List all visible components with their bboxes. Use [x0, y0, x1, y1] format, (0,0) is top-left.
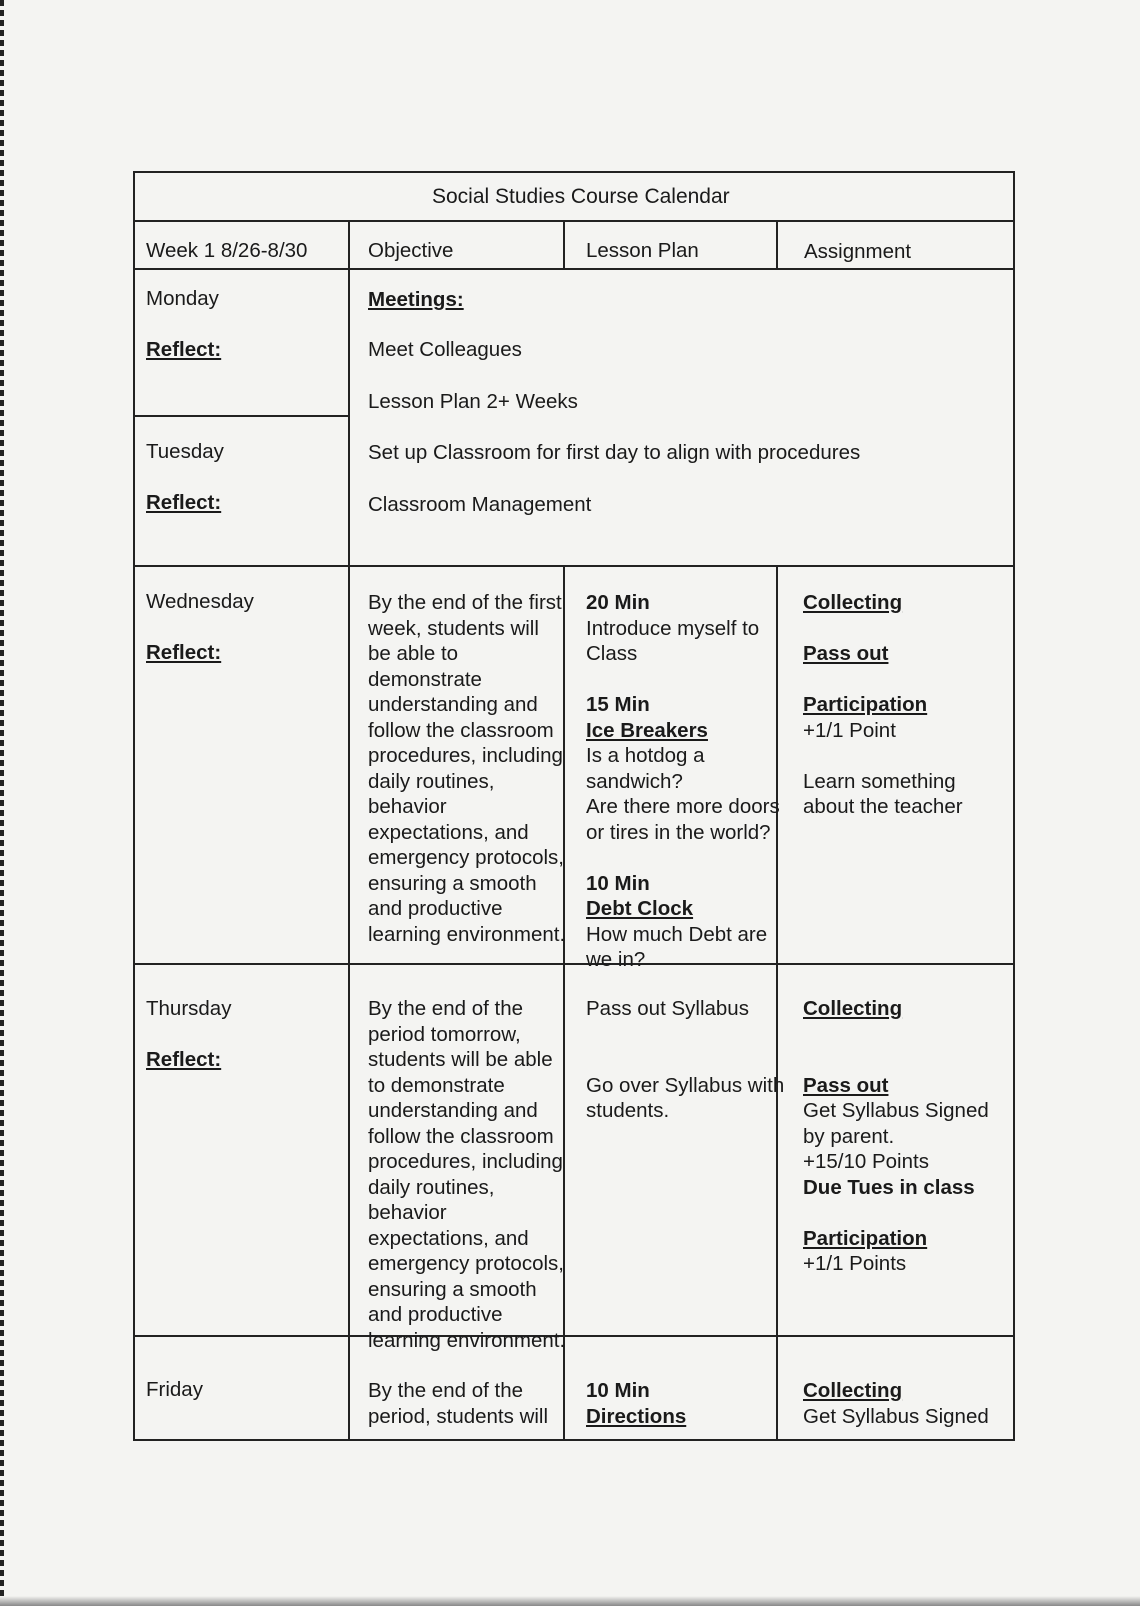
objective-line: By the end of the first	[368, 591, 562, 614]
lesson-line: Pass out Syllabus	[586, 997, 749, 1020]
lesson-line: Class	[586, 642, 638, 665]
pass-out-heading: Pass out	[803, 1073, 889, 1097]
header-lesson-plan: Lesson Plan	[586, 239, 699, 262]
debt-clock-heading: Debt Clock	[586, 897, 694, 920]
objective-line: procedures, including	[368, 744, 563, 767]
objective-line: By the end of the	[368, 997, 524, 1020]
column-divider	[776, 565, 778, 1441]
column-divider	[348, 220, 350, 1441]
objective-line: learning environment.	[368, 922, 566, 946]
calendar-title: Social Studies Course Calendar	[432, 185, 730, 208]
assignment-line: Get Syllabus Signed	[803, 1099, 989, 1122]
row-divider	[133, 268, 1015, 270]
column-divider	[776, 220, 778, 270]
lesson-line: students.	[586, 1099, 670, 1122]
lesson-line: or tires in the world?	[586, 820, 771, 844]
objective-line: ensuring a smooth	[368, 871, 537, 895]
objective-line: expectations, and	[368, 1226, 529, 1250]
collecting-heading: Collecting	[803, 997, 903, 1020]
time-label: 20 Min	[586, 591, 650, 614]
lesson-line: Are there more doors	[586, 795, 780, 818]
assignment-line: +15/10 Points	[803, 1150, 929, 1173]
row-divider	[133, 415, 350, 417]
lesson-line: we in?	[586, 948, 646, 971]
participation-heading: Participation	[803, 693, 928, 716]
day-wednesday: Wednesday	[146, 590, 254, 613]
objective-line: to demonstrate	[368, 1073, 505, 1097]
objective-line: procedures, including	[368, 1150, 563, 1173]
monday-item: Set up Classroom for first day to align with procedures	[368, 441, 861, 464]
lesson-line: Go over Syllabus with	[586, 1073, 785, 1097]
row-divider	[133, 220, 1015, 222]
lesson-line: Is a hotdog a	[586, 744, 705, 767]
row-divider	[133, 1335, 1015, 1337]
monday-item: Classroom Management	[368, 493, 592, 516]
time-label: 10 Min	[586, 871, 650, 895]
day-thursday: Thursday	[146, 997, 232, 1020]
monday-item: Meet Colleagues	[368, 338, 522, 361]
meetings-heading: Meetings:	[368, 288, 464, 311]
objective-line: students will be able	[368, 1048, 553, 1071]
time-label: 10 Min	[586, 1379, 650, 1402]
column-divider	[563, 565, 565, 1441]
objective-line: By the end of the	[368, 1379, 524, 1402]
assignment-line: Get Syllabus Signed	[803, 1404, 989, 1428]
directions-heading: Directions	[586, 1404, 687, 1428]
objective-line: emergency protocols,	[368, 1252, 564, 1275]
header-objective: Objective	[368, 239, 454, 262]
reflect-link[interactable]: Reflect:	[146, 491, 222, 514]
assignment-line: by parent.	[803, 1124, 895, 1148]
monday-item: Lesson Plan 2+ Weeks	[368, 390, 578, 413]
objective-line: period tomorrow,	[368, 1022, 521, 1046]
assignment-line: Learn something	[803, 769, 956, 793]
points-text: +1/1 Points	[803, 1252, 907, 1275]
page-edge	[0, 0, 4, 1606]
objective-line: learning environment.	[368, 1328, 566, 1352]
day-friday: Friday	[146, 1378, 203, 1401]
objective-line: understanding and	[368, 693, 538, 716]
objective-line: daily routines,	[368, 769, 495, 793]
objective-line: period, students will	[368, 1404, 549, 1428]
ice-breakers-heading: Ice Breakers	[586, 718, 708, 742]
lesson-line: sandwich?	[586, 769, 683, 793]
lesson-line: How much Debt are	[586, 922, 768, 946]
page-bottom-edge	[0, 1596, 1140, 1606]
pass-out-heading: Pass out	[803, 642, 889, 665]
objective-line: understanding and	[368, 1099, 538, 1122]
collecting-heading: Collecting	[803, 591, 903, 614]
objective-line: behavior	[368, 1201, 447, 1224]
assignment-line: about the teacher	[803, 795, 963, 818]
objective-line: behavior	[368, 795, 447, 818]
time-label: 15 Min	[586, 693, 650, 716]
reflect-link[interactable]: Reflect:	[146, 641, 222, 664]
points-text: +1/1 Point	[803, 718, 896, 742]
objective-line: emergency protocols,	[368, 846, 564, 869]
day-tuesday: Tuesday	[146, 440, 224, 463]
row-divider	[133, 565, 1015, 567]
row-divider	[133, 963, 1015, 965]
objective-line: follow the classroom	[368, 1124, 554, 1148]
objective-line: follow the classroom	[368, 718, 554, 742]
reflect-link[interactable]: Reflect:	[146, 1048, 222, 1071]
objective-line: week, students will	[368, 616, 539, 640]
due-date-text: Due Tues in class	[803, 1175, 975, 1199]
collecting-heading: Collecting	[803, 1379, 903, 1402]
objective-line: demonstrate	[368, 667, 482, 691]
objective-line: ensuring a smooth	[368, 1277, 537, 1301]
objective-line: and productive	[368, 897, 503, 920]
objective-line: be able to	[368, 642, 459, 665]
day-monday: Monday	[146, 287, 219, 310]
lesson-line: Introduce myself to	[586, 616, 760, 640]
objective-line: and productive	[368, 1303, 503, 1326]
objective-line: daily routines,	[368, 1175, 495, 1199]
header-week: Week 1 8/26-8/30	[146, 239, 308, 262]
objective-line: expectations, and	[368, 820, 529, 844]
column-divider	[563, 220, 565, 270]
reflect-link[interactable]: Reflect:	[146, 338, 222, 361]
participation-heading: Participation	[803, 1226, 928, 1250]
header-assignment: Assignment	[804, 240, 912, 263]
